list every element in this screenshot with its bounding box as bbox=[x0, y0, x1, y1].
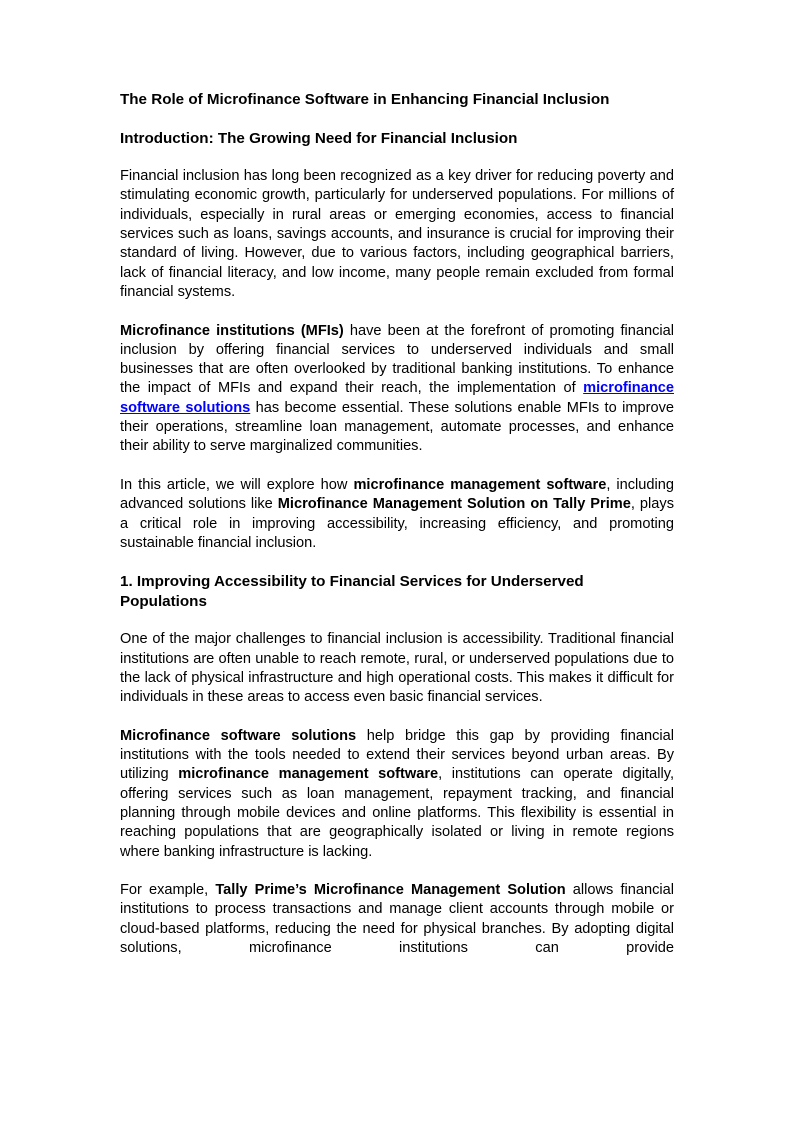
paragraph-accessibility-challenge: One of the major challenges to financial inclusion is accessibility. Traditional financial institutions are often unable to reach remote, rural, or underserved populations due to the lack of physical infrastructure and high operational costs. This makes it difficult for individuals in these areas to access even basic financial services. bbox=[120, 631, 674, 706]
paragraph-for-example bbox=[120, 881, 674, 958]
text-run: has become essential. These solutions enable MFIs to improve their operations, streamline loan management, automate processes, and enhance their ability to serve marginalized communities. bbox=[120, 399, 675, 455]
text-run: have been at the forefront of promoting financial inclusion by offering financial services to underserved individuals and small businesses that are often overlooked by traditional banking institutions. To enhance the impact of MFIs and expand their reach, the implementation of bbox=[120, 322, 674, 397]
text-run: In this article, we will explore how bbox=[120, 476, 354, 493]
text-run: , including advanced solutions like bbox=[120, 476, 674, 513]
bold-microfinance-software-solutions: Microfinance software solutions bbox=[120, 727, 357, 744]
text-run: For example, bbox=[120, 882, 216, 899]
microfinance-software-solutions-link[interactable]: microfinance software solutions bbox=[120, 380, 674, 416]
bold-mfis: Microfinance institutions (MFIs) bbox=[120, 322, 344, 339]
bold-tally-primes-solution: Tally Prime’s Microfinance Management Solution bbox=[215, 882, 566, 899]
text-run: , plays a critical role in improving accessibility, increasing efficiency, and promoting sustainable financial inclusion. bbox=[120, 496, 674, 551]
bold-tally-prime-solution: Microfinance Management Solution on Tally Prime bbox=[277, 496, 631, 513]
paragraph-bridge-gap bbox=[120, 727, 674, 862]
text-run: , institutions can operate digitally, offering services such as loan management, repayment tracking, and financial planning through mobile devices and online platforms. This flexibility is essential in reaching populations that are geographically isolated or living in remote regions where banking infrastructure is lacking. bbox=[120, 766, 674, 860]
section1-heading: 1. Improving Accessibility to Financial Services for Underserved Populations bbox=[120, 573, 584, 610]
text-run: help bridge this gap by providing financial institutions with the tools needed to extend their services beyond urban areas. By utilizing bbox=[120, 727, 674, 783]
paragraph-mfis bbox=[120, 322, 674, 457]
bold-microfinance-management-software: microfinance management software bbox=[178, 766, 439, 783]
intro-heading: Introduction: The Growing Need for Financial Inclusion bbox=[120, 129, 518, 147]
page-title: The Role of Microfinance Software in Enhancing Financial Inclusion bbox=[120, 91, 610, 108]
text-run: allows financial institutions to process transactions and manage client accounts through mobile or cloud-based platforms, reducing the need for physical branches. By adopting digital solutions, microfinance institutions can provide bbox=[120, 882, 674, 957]
paragraph-in-this-article bbox=[120, 476, 674, 553]
paragraph-financial-inclusion: Financial inclusion has long been recognized as a key driver for reducing poverty and stimulating economic growth, particularly for underserved populations. For millions of individuals, especially in rural areas or emerging economies, access to financial services such as loans, savings accounts, and insurance is crucial for improving their standard of living. However, due to various factors, including geographical barriers, lack of financial literacy, and low income, many people remain excluded from formal financial systems. bbox=[120, 168, 674, 300]
bold-microfinance-management-software: microfinance management software bbox=[353, 476, 607, 493]
